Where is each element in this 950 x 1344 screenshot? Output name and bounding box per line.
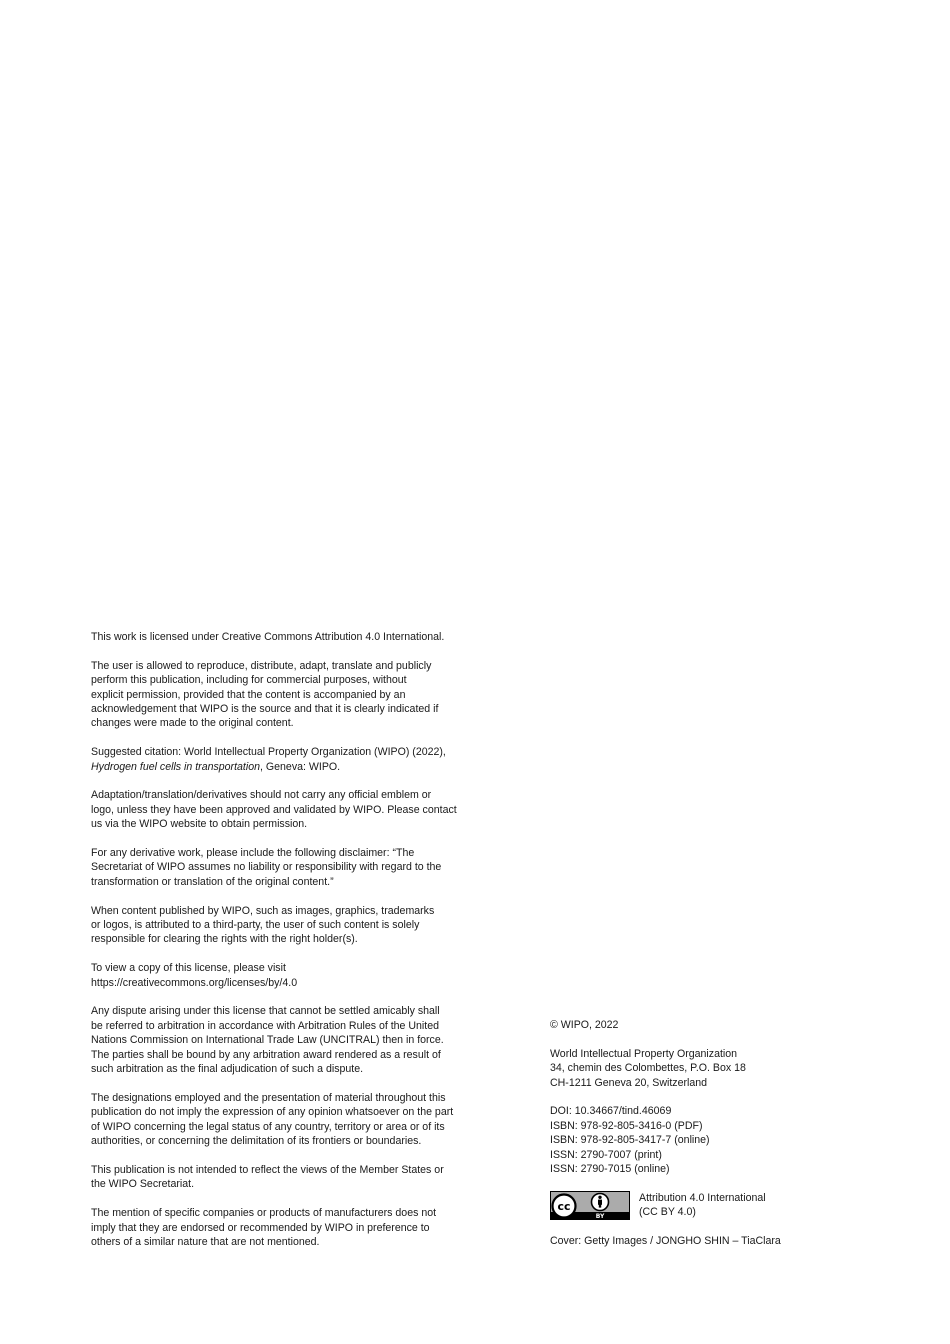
license-statement — [91, 630, 491, 644]
citation-tail: , Geneva: WIPO. — [260, 760, 341, 773]
text-line: perform this publication, including for commercial purposes, without — [91, 674, 407, 687]
cc-license-code: (CC BY 4.0) — [639, 1206, 696, 1219]
text-line: or logos, is attributed to a third-party, the user of such content is solely — [91, 919, 420, 932]
cc-license-label — [639, 1191, 766, 1220]
issn-online: ISSN: 2790-7015 (online) — [550, 1163, 670, 1176]
text-line: Nations Commission on International Trade Law (UNCITRAL) then in force. — [91, 1034, 444, 1047]
usage-permission-paragraph — [91, 659, 491, 731]
text-line: This publication is not intended to reflect the views of the Member States or — [91, 1163, 444, 1176]
text-line: the WIPO Secretariat. — [91, 1178, 195, 1191]
license-link-paragraph — [91, 961, 491, 990]
doi: DOI: 10.34667/tind.46069 — [550, 1105, 672, 1118]
cc-license-name: Attribution 4.0 International — [639, 1191, 766, 1204]
text-line: Any dispute arising under this license that cannot be settled amicably shall — [91, 1005, 440, 1018]
text-line: others of a similar nature that are not mentioned. — [91, 1235, 320, 1248]
issn-print: ISSN: 2790-7007 (print) — [550, 1148, 662, 1161]
license-url: https://creativecommons.org/licenses/by/4.0 — [91, 976, 298, 989]
text-line: of WIPO concerning the legal status of any country, territory or area or of its — [91, 1120, 445, 1133]
isbn-pdf: ISBN: 978-92-805-3416-0 (PDF) — [550, 1119, 703, 1132]
by-mark: BY — [595, 1212, 605, 1220]
text-line: imply that they are endorsed or recommended by WIPO in preference to — [91, 1221, 430, 1234]
publication-identifiers — [550, 1104, 850, 1176]
text-line: publication do not imply the expression of any opinion whatsoever on the part — [91, 1106, 454, 1119]
text-line: The mention of specific companies or products of manufacturers does not — [91, 1207, 437, 1220]
text-line: Suggested citation: World Intellectual Property Organization (WIPO) (2022), — [91, 746, 446, 759]
text-line: responsible for clearing the rights with the right holder(s). — [91, 933, 358, 946]
address-line: World Intellectual Property Organization — [550, 1047, 738, 1060]
cc-license-row — [550, 1191, 850, 1220]
third-party-content-paragraph — [91, 904, 491, 947]
copyright: © WIPO, 2022 — [550, 1019, 619, 1031]
views-disclaimer-paragraph — [91, 1163, 491, 1192]
address-line: 34, chemin des Colombettes, P.O. Box 18 — [550, 1062, 746, 1075]
derivative-disclaimer-paragraph — [91, 846, 491, 889]
copyright-line — [550, 1018, 850, 1032]
cover-credit: Cover: Getty Images / JONGHO SHIN – TiaClara — [550, 1235, 781, 1248]
publication-title: Hydrogen fuel cells in transportation — [91, 760, 261, 773]
text-line: changes were made to the original content. — [91, 717, 294, 730]
imprint-block — [550, 1018, 850, 1263]
address-line: CH-1211 Geneva 20, Switzerland — [550, 1076, 708, 1089]
companies-disclaimer-paragraph — [91, 1206, 491, 1249]
cover-credit-line — [550, 1234, 850, 1248]
dispute-paragraph — [91, 1004, 491, 1076]
text-line: The user is allowed to reproduce, distribute, adapt, translate and publicly — [91, 659, 432, 672]
text-line: Adaptation/translation/derivatives should not carry any official emblem or — [91, 789, 432, 802]
text-line: When content published by WIPO, such as images, graphics, trademarks — [91, 904, 435, 917]
text-line: such arbitration as the final adjudication of such a dispute. — [91, 1063, 364, 1076]
cc-mark: cc — [557, 1199, 571, 1213]
license-notice — [91, 630, 491, 1264]
text-line: To view a copy of this license, please visit — [91, 962, 286, 975]
suggested-citation — [91, 745, 491, 774]
text-line: transformation or translation of the original content.” — [91, 875, 334, 888]
text-line: explicit permission, provided that the content is accompanied by an — [91, 688, 406, 701]
text-line: be referred to arbitration in accordance with Arbitration Rules of the United — [91, 1019, 440, 1032]
adaptation-paragraph — [91, 788, 491, 831]
text-line: acknowledgement that WIPO is the source and that it is clearly indicated if — [91, 703, 439, 716]
cc-by-license-badge-icon — [550, 1191, 630, 1220]
publisher-address — [550, 1047, 850, 1090]
text-line: authorities, or concerning the delimitation of its frontiers or boundaries. — [91, 1135, 422, 1148]
isbn-online: ISBN: 978-92-805-3417-7 (online) — [550, 1134, 710, 1147]
designations-paragraph — [91, 1091, 491, 1149]
text-line: This work is licensed under Creative Commons Attribution 4.0 International. — [91, 631, 445, 643]
text-line: The designations employed and the presentation of material throughout this — [91, 1091, 446, 1104]
text-line: The parties shall be bound by any arbitration award rendered as a result of — [91, 1048, 441, 1061]
text-line: us via the WIPO website to obtain permission. — [91, 818, 308, 831]
text-line — [91, 760, 491, 774]
text-line: logo, unless they have been approved and validated by WIPO. Please contact — [91, 803, 457, 816]
text-line: For any derivative work, please include the following disclaimer: “The — [91, 847, 415, 860]
text-line: Secretariat of WIPO assumes no liability or responsibility with regard to the — [91, 861, 442, 874]
